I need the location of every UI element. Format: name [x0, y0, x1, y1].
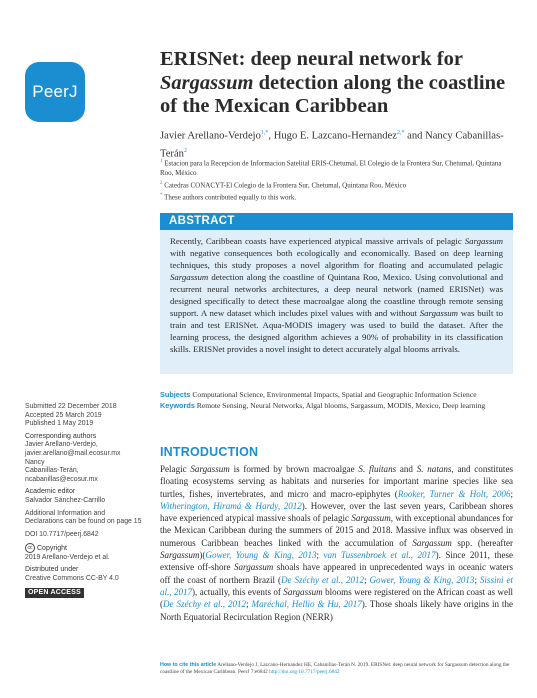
copyright-heading [25, 543, 145, 553]
cite-text: Arellano-Verdejo J, Lazcano-Hernandez HE, Cabanillas-Terán N. 2019. ERISNet: deep neural network for Sargassum detection along the coastline of the Mexican Caribbean. PeerJ 7:e6842 [160, 662, 510, 675]
affiliation-1 [160, 157, 505, 179]
subjects-keywords [160, 390, 510, 411]
corresponding-block [25, 433, 145, 485]
dates-block [25, 403, 145, 429]
affiliation-2 [160, 179, 505, 191]
author-1[interactable]: Javier Arellano-Verdejo [160, 130, 261, 142]
cite-link[interactable]: http://doi.org/10.7717/peerj.6842 [269, 669, 340, 675]
copyright-heading-text: Copyright [37, 545, 67, 553]
introduction-heading: INTRODUCTION [160, 445, 259, 459]
abstract-text: Recently, Caribbean coasts have experienced atypical massive arrivals of pelagic Sargassum with negative consequences both ecologically and economically. Based on deep learning techniques, this study proposes a novel algorithm for floating and accumulated pelagic Sargassum detection along the coastline of Quintana Roo, Mexico. Using convolutional and recurrent neural networks architectures, a deep neural network (named ERISNet) was designed specifically to detect these macroalgae along the coastline through remote sensing support. A new dataset which includes pixel values with and without Sargassum was built to train and test ERISNet. Aqua-MODIS imagery was used to build the dataset. After the learning process, the designed algorithm achieves a 90% of probability in its classification skills. ERISNet provides a novel insight to detect accurately algal blooms arrivals. [160, 230, 513, 374]
published-date: Published 1 May 2019 [25, 420, 94, 428]
author-1-sup: 1,* [260, 130, 269, 136]
title-part-1: ERISNet: deep neural network for [160, 48, 463, 70]
subjects-text: Computational Science, Environmental Impacts, Spatial and Geographic Information Science [192, 390, 477, 399]
additional-info: Additional Information and Declarations can be found on page 15 [25, 509, 142, 526]
corr-line: Nancy [25, 458, 45, 466]
copyright-text: 2019 Arellano-Verdejo et al. [25, 553, 110, 561]
affiliation-note-text: These authors contributed equally to this work. [164, 193, 297, 202]
copyright-block [25, 543, 145, 562]
affiliation-note [160, 191, 505, 203]
license-text[interactable]: Creative Commons CC-BY 4.0 [25, 574, 119, 582]
affiliations [160, 157, 505, 203]
author-3[interactable]: Nancy Cabanillas-Terán [160, 130, 504, 160]
author-sep: , [268, 130, 272, 142]
affiliation-2-text: Catedras CONACYT-El Colegio de la Frontera Sur, Chetumal, Quintana Roo, México [164, 181, 407, 190]
affiliation-note-sup: * [160, 192, 163, 198]
submitted-date: Submitted 22 December 2018 [25, 403, 117, 410]
author-2[interactable]: Hugo E. Lazcano-Hernandez [273, 130, 397, 142]
cite-label: How to cite this article [160, 662, 217, 668]
affiliation-1-text: Estacion para la Recepcion de Informacion Satelital ERIS-Chetumal, El Colegio de la Frontera Sur, Chetumal, Quintana Roo, México [160, 159, 502, 178]
distribution-block [25, 566, 145, 583]
editor-block [25, 488, 145, 505]
article-title [160, 48, 510, 119]
author-list [160, 126, 505, 161]
affiliation-2-sup: 2 [160, 180, 163, 186]
open-access-badge: OPEN ACCESS [25, 588, 84, 599]
author-2-sup: 2,* [396, 130, 405, 136]
logo-text: PeerJ [32, 82, 78, 101]
citation-footer [160, 662, 515, 676]
corr-line: Cabanillas-Terán, [25, 467, 79, 475]
author-and: and [407, 130, 423, 142]
title-italic: Sargassum [160, 71, 254, 94]
subjects-label: Subjects [160, 390, 191, 399]
keywords-label: Keywords [160, 400, 195, 410]
title-part-2: detection along the coastline of the Mexican Caribbean [160, 71, 506, 117]
subjects-line [160, 390, 510, 401]
author-3-sup: 2 [183, 147, 187, 154]
abstract-heading: ABSTRACT [160, 213, 513, 230]
corresponding-heading: Corresponding authors [25, 432, 97, 440]
corr-email-1[interactable]: javier.arellano@mail.ecosur.mx [25, 449, 121, 457]
introduction-text: Pelagic Sargassum is formed by brown macroalgae S. fluitans and S. natans, and constitutes floating ecosystems serving as habitats and nurseries for important marine species like sea turtles, fishes, invertebrates, and micro and macro-epiphytes (Rooker, Turner & Holt, 2006; Witherington, Hiramá & Hardy, 2012). However, over the last seven years, Caribbean shores have experienced atypical massive shoals of pelagic Sargassum, with exceptional abundances for the Mexican Caribbean during the summers of 2015 and 2018. Massive influx was observed in numerous Caribbean beaches linked with the accumulation of Sargassum spp. (hereafter Sargassum)(Gower, Young & King, 2013; van Tussenbroek et al., 2017). Since 2011, these extensive off-shore Sargassum shoals have appeared in unprecedented ways in oceanic waters off the coast of northern Brazil (De Széchy et al., 2012; Gower, Young & King, 2013; Sissini et al., 2017), actually, this events of Sargassum blooms were registered on the African coast as well (De Széchy et al., 2012; Maréchal, Hellio & Hu, 2017). Those shoals likely have origins in the North Equatorial Recirculation Region (NERR) [160, 464, 513, 622]
peerj-logo [25, 62, 85, 122]
article-sidebar [25, 403, 145, 598]
corr-line: Javier Arellano-Verdejo, [25, 441, 98, 449]
cc-icon: cc [25, 543, 35, 553]
editor-heading: Academic editor [25, 488, 76, 496]
keywords-line [160, 401, 510, 412]
accepted-date: Accepted 25 March 2019 [25, 411, 102, 419]
keywords-text: Remote Sensing, Neural Networks, Algal blooms, Sargassum, MODIS, Mexico, Deep learning [196, 400, 486, 410]
doi[interactable]: DOI 10.7717/peerj.6842 [25, 530, 99, 538]
corr-email-2[interactable]: ncabanillas@ecosur.mx [25, 475, 98, 483]
distribution-heading: Distributed under [25, 566, 79, 574]
editor-name: Salvador Sánchez-Carrillo [25, 496, 106, 504]
affiliation-1-sup: 1 [160, 159, 163, 164]
